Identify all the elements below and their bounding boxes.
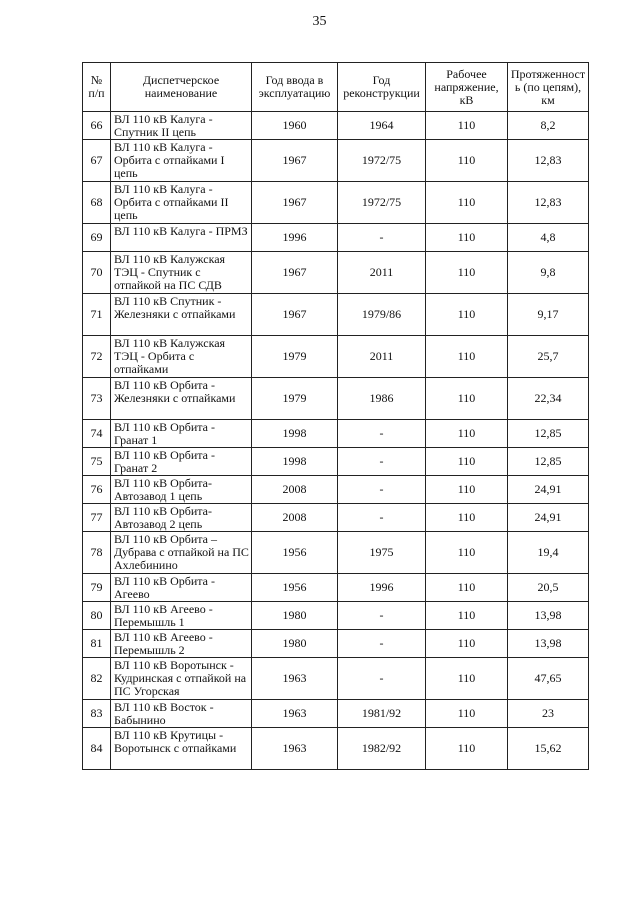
cell-voltage: 110	[426, 602, 508, 630]
table-row	[83, 420, 589, 448]
cell-length: 22,34	[508, 378, 589, 420]
cell-reconstruction-year: -	[338, 504, 426, 532]
cell-reconstruction-year: 1972/75	[338, 182, 426, 224]
table-row	[83, 336, 589, 378]
cell-name: ВЛ 110 кВ Орбита - Гранат 1	[111, 420, 252, 448]
cell-name: ВЛ 110 кВ Калуга - Орбита с отпайками I цепь	[111, 140, 252, 182]
cell-reconstruction-year: 2011	[338, 336, 426, 378]
cell-length: 23	[508, 700, 589, 728]
table-row	[83, 658, 589, 700]
cell-voltage: 110	[426, 140, 508, 182]
table-row	[83, 574, 589, 602]
cell-name: ВЛ 110 кВ Восток - Бабынино	[111, 700, 252, 728]
cell-length: 24,91	[508, 504, 589, 532]
cell-commission-year: 1979	[252, 336, 338, 378]
header-voltage: Рабочее напряжение, кВ	[426, 63, 508, 112]
cell-length: 13,98	[508, 630, 589, 658]
cell-voltage: 110	[426, 336, 508, 378]
cell-commission-year: 2008	[252, 476, 338, 504]
cell-length: 19,4	[508, 532, 589, 574]
cell-voltage: 110	[426, 476, 508, 504]
table-row	[83, 294, 589, 336]
cell-reconstruction-year: 1986	[338, 378, 426, 420]
table-body	[83, 112, 589, 770]
table-row	[83, 448, 589, 476]
cell-commission-year: 1963	[252, 658, 338, 700]
cell-voltage: 110	[426, 630, 508, 658]
table-row	[83, 700, 589, 728]
cell-name: ВЛ 110 кВ Калуга - ПРМЗ	[111, 224, 252, 252]
cell-commission-year: 1963	[252, 700, 338, 728]
cell-name: ВЛ 110 кВ Калуга - Орбита с отпайками II цепь	[111, 182, 252, 224]
header-commission-year: Год ввода в эксплуатацию	[252, 63, 338, 112]
cell-voltage: 110	[426, 728, 508, 770]
cell-reconstruction-year: 1996	[338, 574, 426, 602]
cell-length: 15,62	[508, 728, 589, 770]
table-row	[83, 140, 589, 182]
cell-voltage: 110	[426, 182, 508, 224]
cell-length: 12,85	[508, 448, 589, 476]
cell-length: 8,2	[508, 112, 589, 140]
cell-num: 80	[83, 602, 111, 630]
cell-commission-year: 1960	[252, 112, 338, 140]
cell-name: ВЛ 110 кВ Агеево - Перемышль 2	[111, 630, 252, 658]
cell-num: 78	[83, 532, 111, 574]
cell-num: 72	[83, 336, 111, 378]
table-row	[83, 378, 589, 420]
cell-commission-year: 1963	[252, 728, 338, 770]
cell-reconstruction-year: 2011	[338, 252, 426, 294]
cell-reconstruction-year: 1982/92	[338, 728, 426, 770]
table-row	[83, 504, 589, 532]
cell-commission-year: 1998	[252, 448, 338, 476]
cell-num: 70	[83, 252, 111, 294]
page-number: 35	[312, 14, 327, 29]
cell-length: 25,7	[508, 336, 589, 378]
cell-reconstruction-year: 1964	[338, 112, 426, 140]
cell-reconstruction-year: -	[338, 630, 426, 658]
cell-num: 69	[83, 224, 111, 252]
table-row	[83, 602, 589, 630]
cell-voltage: 110	[426, 700, 508, 728]
cell-length: 9,8	[508, 252, 589, 294]
table-row	[83, 182, 589, 224]
cell-reconstruction-year: -	[338, 420, 426, 448]
cell-reconstruction-year: -	[338, 448, 426, 476]
cell-reconstruction-year: 1972/75	[338, 140, 426, 182]
cell-length: 20,5	[508, 574, 589, 602]
cell-num: 83	[83, 700, 111, 728]
cell-commission-year: 1998	[252, 420, 338, 448]
cell-length: 24,91	[508, 476, 589, 504]
table-row	[83, 728, 589, 770]
cell-name: ВЛ 110 кВ Орбита- Автозавод 2 цепь	[111, 504, 252, 532]
cell-commission-year: 1956	[252, 532, 338, 574]
table-row	[83, 630, 589, 658]
cell-commission-year: 1967	[252, 252, 338, 294]
cell-commission-year: 1980	[252, 602, 338, 630]
cell-commission-year: 1967	[252, 294, 338, 336]
cell-length: 13,98	[508, 602, 589, 630]
cell-commission-year: 1967	[252, 182, 338, 224]
cell-commission-year: 1996	[252, 224, 338, 252]
cell-voltage: 110	[426, 574, 508, 602]
cell-voltage: 110	[426, 420, 508, 448]
cell-name: ВЛ 110 кВ Орбита- Автозавод 1 цепь	[111, 476, 252, 504]
cell-voltage: 110	[426, 532, 508, 574]
cell-name: ВЛ 110 кВ Агеево - Перемышль 1	[111, 602, 252, 630]
cell-name: ВЛ 110 кВ Крутицы - Воротынск с отпайками	[111, 728, 252, 770]
table-row	[83, 476, 589, 504]
cell-name: ВЛ 110 кВ Воротынск - Кудринская с отпайкой на ПС Угорская	[111, 658, 252, 700]
cell-name: ВЛ 110 кВ Спутник - Железняки с отпайками	[111, 294, 252, 336]
cell-voltage: 110	[426, 504, 508, 532]
cell-name: ВЛ 110 кВ Орбита – Дубрава с отпайкой на ПС Ахлебинино	[111, 532, 252, 574]
cell-voltage: 110	[426, 448, 508, 476]
header-name: Диспетчерское наименование	[111, 63, 252, 112]
cell-reconstruction-year: -	[338, 476, 426, 504]
cell-length: 4,8	[508, 224, 589, 252]
cell-length: 12,83	[508, 140, 589, 182]
cell-reconstruction-year: -	[338, 658, 426, 700]
cell-num: 82	[83, 658, 111, 700]
cell-num: 77	[83, 504, 111, 532]
table-row	[83, 252, 589, 294]
cell-reconstruction-year: -	[338, 602, 426, 630]
cell-voltage: 110	[426, 294, 508, 336]
table-row	[83, 224, 589, 252]
cell-num: 66	[83, 112, 111, 140]
header-reconstruction-year: Год реконструкции	[338, 63, 426, 112]
cell-num: 75	[83, 448, 111, 476]
cell-name: ВЛ 110 кВ Калужская ТЭЦ - Орбита с отпайками	[111, 336, 252, 378]
cell-length: 12,85	[508, 420, 589, 448]
cell-reconstruction-year: 1981/92	[338, 700, 426, 728]
cell-name: ВЛ 110 кВ Калужская ТЭЦ - Спутник с отпайкой на ПС СДВ	[111, 252, 252, 294]
cell-reconstruction-year: 1975	[338, 532, 426, 574]
cell-name: ВЛ 110 кВ Орбита - Гранат 2	[111, 448, 252, 476]
cell-num: 76	[83, 476, 111, 504]
header-length: Протяженност ь (по цепям), км	[508, 63, 589, 112]
cell-num: 79	[83, 574, 111, 602]
cell-commission-year: 1967	[252, 140, 338, 182]
cell-reconstruction-year: -	[338, 224, 426, 252]
cell-voltage: 110	[426, 378, 508, 420]
table-row	[83, 112, 589, 140]
cell-name: ВЛ 110 кВ Орбита - Агеево	[111, 574, 252, 602]
cell-commission-year: 1980	[252, 630, 338, 658]
cell-voltage: 110	[426, 252, 508, 294]
power-lines-table	[82, 62, 589, 770]
cell-num: 68	[83, 182, 111, 224]
cell-length: 12,83	[508, 182, 589, 224]
cell-voltage: 110	[426, 224, 508, 252]
table-row	[83, 532, 589, 574]
cell-commission-year: 2008	[252, 504, 338, 532]
cell-length: 9,17	[508, 294, 589, 336]
cell-num: 67	[83, 140, 111, 182]
cell-num: 73	[83, 378, 111, 420]
table-header-row	[83, 63, 589, 112]
cell-reconstruction-year: 1979/86	[338, 294, 426, 336]
cell-num: 81	[83, 630, 111, 658]
cell-voltage: 110	[426, 658, 508, 700]
cell-num: 74	[83, 420, 111, 448]
header-num: № п/п	[83, 63, 111, 112]
cell-commission-year: 1979	[252, 378, 338, 420]
cell-name: ВЛ 110 кВ Орбита - Железняки с отпайками	[111, 378, 252, 420]
cell-commission-year: 1956	[252, 574, 338, 602]
cell-voltage: 110	[426, 112, 508, 140]
cell-length: 47,65	[508, 658, 589, 700]
cell-name: ВЛ 110 кВ Калуга - Спутник II цепь	[111, 112, 252, 140]
cell-num: 71	[83, 294, 111, 336]
cell-num: 84	[83, 728, 111, 770]
